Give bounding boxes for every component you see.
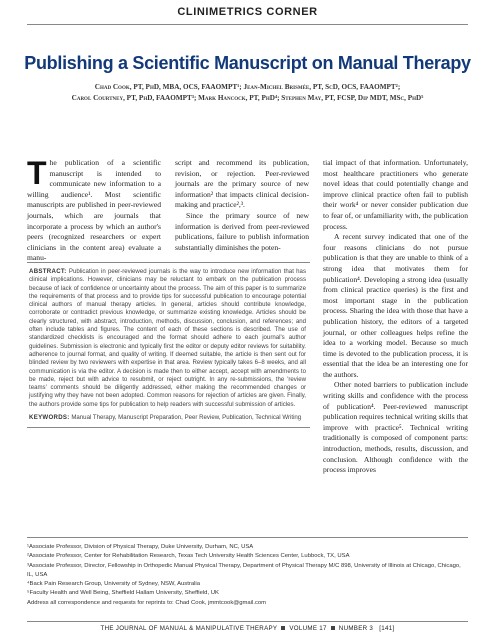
separator-square-icon xyxy=(331,626,335,630)
keywords xyxy=(29,414,306,422)
intro-text: he publication of a scientific manuscript is intended to communicate new information to a willing audience¹. Most scientific manuscripts are published in peer-reviewed journals, which are journals that incorporate a process by which an author's peers (recognized researchers or expert clinicians in the content area) evaluate a manu- xyxy=(27,158,161,263)
page-footer xyxy=(0,625,495,632)
header-divider xyxy=(27,24,468,25)
footnote-1: ¹Associate Professor, Division of Physical Therapy, Duke University, Durham, NC, USA xyxy=(27,544,254,550)
col3-paragraph-2: A recent survey indicated that one of the four reasons clinicians do not pursue publication is that they are unable to think of a strong idea that motivates them for publication⁴. Developing a strong idea (usually from clinical practice queries) is the first and most important stage in the publication process. Sharing the idea with those that have a publication history, the editors of a targeted journal, or other colleagues helps refine the idea to a working model. Because so much time is devoted to the publication process, it is essential that the idea be an interesting one for the authors. xyxy=(323,232,468,379)
abstract-text: Publication in peer-reviewed journals is the way to introduce new information that has clinical implications. However, clinicians may be reluctant to embark on the publication process because of lack of confidence or uncertainty about the process. The aim of this paper is to summarize the requirements of that process and to provide tips for successful publication to encourage potential clinical authors of manual therapy articles. In general, articles should contribute knowledge, corroborate or contradict previous knowledge, or summarize existing knowledge. Articles should be clearly structured, with abstract, introduction, methods, discussion, conclusion, and references; and often include tables and figures. The content of each of these sections is described. The use of standardized checklists is encouraged and the format should adhere to each journal's author guidelines. Submission is electronic and typically first the editor or deputy editor reviews for suitability. adherence to journal format, and quality of writing. If deemed suitable, the article is then sent out for blinded review by two reviewers with expertise in that area. Review typically takes 6–8 weeks, and all communication is via the editor. A decision is made then to either accept, accept with amendments to be made, reject but with advice to resubmit, or reject outright. In any re-submissions, the 'review teams' comments should be diligently addressed, either making the recommended changes or justifying why they have not been adopted. Common reasons for rejection of articles are given. Finally, the authors provide some tips for publication to help readers with successful submission of articles. xyxy=(29,268,306,408)
keywords-label: KEYWORDS: xyxy=(29,414,70,422)
affiliation-footnotes xyxy=(27,537,468,608)
section-label: CLINIMETRICS CORNER xyxy=(177,6,318,18)
col2-paragraph-2: Since the primary source of new information is derived from peer-reviewed publications, failure to publish information substantially diminishes the poten- xyxy=(175,210,309,252)
footer-divider xyxy=(27,621,468,622)
article-title: Publishing a Scientific Manuscript on Manual Therapy xyxy=(24,53,471,73)
body-column-3 xyxy=(323,158,468,476)
issue-number: NUMBER 3 xyxy=(338,625,374,632)
page-number: [141] xyxy=(379,625,395,632)
abstract-body xyxy=(29,268,306,409)
footnote-5: ⁵Faculty Health and Well Being, Sheffield Hallam University, Sheffield, UK xyxy=(27,590,219,597)
body-column-2 xyxy=(175,158,309,253)
abstract-label: ABSTRACT: xyxy=(29,268,67,275)
footnote-2: ²Associate Professor, Center for Rehabilitation Research, Texas Tech University Health Sciences Center, Lubbock, TX, USA xyxy=(27,553,350,560)
intro-paragraph xyxy=(27,155,161,264)
body-column-1 xyxy=(27,155,161,264)
footnote-4: ⁴Back Pain Research Group, University of Sydney, NSW, Australia xyxy=(27,581,200,588)
abstract-box xyxy=(27,262,310,428)
keywords-text: Manual Therapy, Manuscript Preparation, Peer Review, Publication, Technical Writing xyxy=(71,414,302,422)
journal-name: THE JOURNAL OF MANUAL & MANIPULATIVE THERAPY xyxy=(100,625,278,632)
drop-cap: T xyxy=(27,155,47,191)
col3-paragraph-3: Other noted barriers to publication include writing skills and confidence with the process of publication⁴. Peer-reviewed manuscript publication requires technical writing skills that improve with practice⁵. Technical writing traditionally is composed of component parts: introduction, methods, results, discussion, and conclusion. Although confidence with the process improves xyxy=(323,380,468,475)
author-line-2: Carol Courtney, PT, PhD, FAAOMPT³; Mark Hancock, PT, PhD⁴; Stephen May, PT, FCSP, Dip MDT, MSc, PhD⁵ xyxy=(71,94,424,102)
col3-paragraph-1: tial impact of that information. Unfortunately, most healthcare practitioners who generate novel ideas that could potentially change and improve clinical practice often fail to publish their work⁴ or never consider publication due to fear of, or unfamiliarity with, the publication process. xyxy=(323,158,468,231)
author-line-1: Chad Cook, PT, PhD, MBA, OCS, FAAOMPT¹; Jean-Michel Brismée, PT, ScD, OCS, FAAOMPT²; xyxy=(94,83,401,91)
footnote-3: ³Associate Professor, Director, Fellowship in Orthopedic Manual Physical Therapy, Department of Physical Therapy M/C 898, University of Illinois at Chicago, Chicago, IL, USA xyxy=(27,562,461,578)
author-list xyxy=(0,82,495,104)
volume-label: VOLUME 17 xyxy=(289,625,327,632)
correspondence-note: Address all correspondence and requests for reprints to: Chad Cook, jmmtcook@gmail.com xyxy=(27,599,267,606)
col2-paragraph-1: script and recommend its publication, revision, or rejection. Peer-reviewed journals are the primary source of new information² that impacts clinical decision-making and practice²,³. xyxy=(175,158,309,210)
separator-square-icon xyxy=(281,626,285,630)
